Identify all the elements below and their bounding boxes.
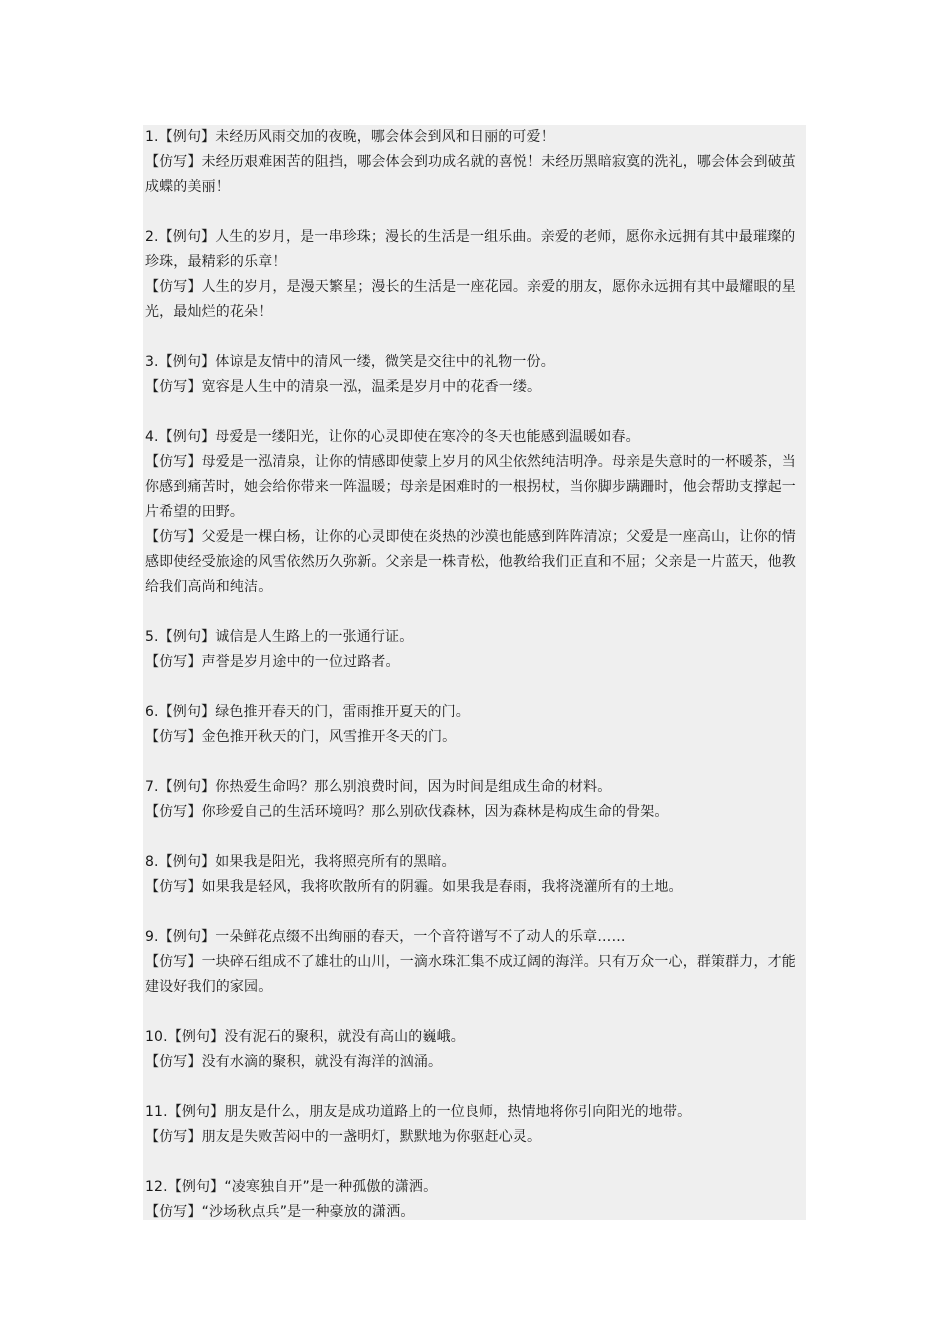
sentence-entry bbox=[145, 350, 806, 400]
sentence-entry bbox=[145, 700, 806, 750]
sentence-entry bbox=[145, 1100, 806, 1150]
imitation-sentence: 【仿写】没有水滴的聚积，就没有海洋的汹涌。 bbox=[145, 1054, 443, 1070]
sentence-entry bbox=[145, 1175, 806, 1220]
sentence-entry bbox=[145, 225, 806, 325]
imitation-sentence: 【仿写】你珍爱自己的生活环境吗？那么别砍伐森林，因为森林是构成生命的骨架。 bbox=[145, 804, 669, 820]
sentence-entry bbox=[145, 125, 806, 200]
sentence-entry bbox=[145, 775, 806, 825]
imitation-sentence: 【仿写】父爱是一棵白杨，让你的心灵即使在炎热的沙漠也能感到阵阵清凉；父爱是一座高山，让你的情感即使经受旅途的风雪依然历久弥新。父亲是一株青松，他教给我们正直和不屈；父亲是一片蓝天，他教给我们高尚和纯洁。 bbox=[145, 529, 796, 595]
imitation-sentence: 【仿写】一块碎石组成不了雄壮的山川，一滴水珠汇集不成辽阔的海洋。只有万众一心，群策群力，才能建设好我们的家园。 bbox=[145, 954, 796, 995]
example-sentence: 7.【例句】你热爱生命吗？那么别浪费时间，因为时间是组成生命的材料。 bbox=[145, 779, 612, 795]
imitation-sentence: 【仿写】宽容是人生中的清泉一泓，温柔是岁月中的花香一缕。 bbox=[145, 379, 542, 395]
document-body bbox=[143, 125, 806, 1220]
example-sentence: 9.【例句】一朵鲜花点缀不出绚丽的春天，一个音符谱写不了动人的乐章…… bbox=[145, 929, 626, 945]
example-sentence: 2.【例句】人生的岁月，是一串珍珠；漫长的生活是一组乐曲。亲爱的老师，愿你永远拥有其中最璀璨的珍珠，最精彩的乐章！ bbox=[145, 229, 796, 270]
example-sentence: 4.【例句】母爱是一缕阳光，让你的心灵即使在寒冷的冬天也能感到温暖如春。 bbox=[145, 429, 640, 445]
example-sentence: 11.【例句】朋友是什么，朋友是成功道路上的一位良师，热情地将你引向阳光的地带。 bbox=[145, 1104, 692, 1120]
example-sentence: 10.【例句】没有泥石的聚积，就没有高山的巍峨。 bbox=[145, 1029, 465, 1045]
imitation-sentence: 【仿写】“沙场秋点兵”是一种豪放的潇洒。 bbox=[145, 1204, 415, 1220]
sentence-entry bbox=[145, 925, 806, 1000]
example-sentence: 3.【例句】体谅是友情中的清风一缕，微笑是交往中的礼物一份。 bbox=[145, 354, 555, 370]
example-sentence: 8.【例句】如果我是阳光，我将照亮所有的黑暗。 bbox=[145, 854, 456, 870]
sentence-entry bbox=[145, 850, 806, 900]
example-sentence: 5.【例句】诚信是人生路上的一张通行证。 bbox=[145, 629, 414, 645]
imitation-sentence: 【仿写】未经历艰难困苦的阻挡，哪会体会到功成名就的喜悦！未经历黑暗寂寞的洗礼，哪会体会到破茧成蝶的美丽！ bbox=[145, 154, 796, 195]
example-sentence: 6.【例句】绿色推开春天的门，雷雨推开夏天的门。 bbox=[145, 704, 470, 720]
imitation-sentence: 【仿写】声誉是岁月途中的一位过路者。 bbox=[145, 654, 400, 670]
imitation-sentence: 【仿写】如果我是轻风，我将吹散所有的阴霾。如果我是春雨，我将浇灌所有的土地。 bbox=[145, 879, 683, 895]
imitation-sentence: 【仿写】朋友是失败苦闷中的一盏明灯，默默地为你驱赶心灵。 bbox=[145, 1129, 542, 1145]
example-sentence: 1.【例句】未经历风雨交加的夜晚，哪会体会到风和日丽的可爱！ bbox=[145, 129, 555, 145]
sentence-entry bbox=[145, 625, 806, 675]
example-sentence: 12.【例句】“凌寒独自开”是一种孤傲的潇洒。 bbox=[145, 1179, 438, 1195]
sentence-entry bbox=[145, 425, 806, 600]
imitation-sentence: 【仿写】人生的岁月，是漫天繁星；漫长的生活是一座花园。亲爱的朋友，愿你永远拥有其中最耀眼的星光，最灿烂的花朵！ bbox=[145, 279, 796, 320]
imitation-sentence: 【仿写】金色推开秋天的门，风雪推开冬天的门。 bbox=[145, 729, 457, 745]
sentence-entry bbox=[145, 1025, 806, 1075]
imitation-sentence: 【仿写】母爱是一泓清泉，让你的情感即使蒙上岁月的风尘依然纯洁明净。母亲是失意时的一杯暖茶，当你感到痛苦时，她会给你带来一阵温暖；母亲是困难时的一根拐杖，当你脚步蹒跚时，他会帮助支撑起一片希望的田野。 bbox=[145, 454, 796, 520]
